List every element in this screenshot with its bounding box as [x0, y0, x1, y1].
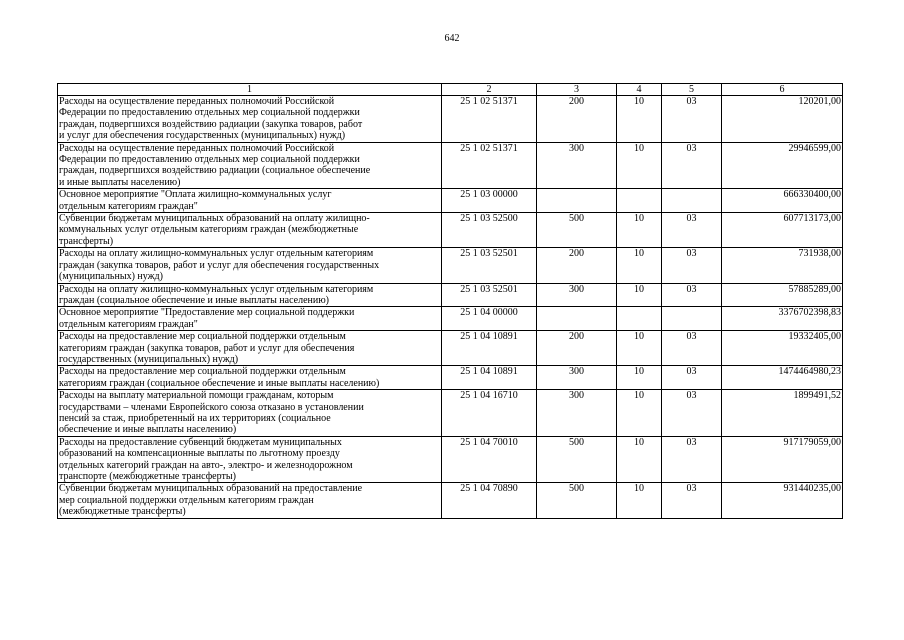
column-header: 5: [662, 84, 722, 96]
target-article-code: 25 1 04 10891: [442, 366, 537, 390]
section-code: 10: [617, 390, 662, 437]
target-article-code: 25 1 02 51371: [442, 142, 537, 189]
section-code: 10: [617, 331, 662, 366]
table-row: [58, 436, 843, 483]
expense-name: Расходы на осуществление переданных полномочий Российской Федерации по предоставлению отдельных мер социальной поддержки граждан, подвергшихся воздействию радиации (закупка товаров, работ и услуг для обеспечения государственных (муниципальных) нужд): [58, 96, 442, 143]
table-row: [58, 331, 843, 366]
expense-name: Расходы на предоставление мер социальной поддержки отдельным категориям граждан (закупка товаров, работ и услуг для обеспечения государственных (муниципальных) нужд): [58, 331, 442, 366]
amount: 57885289,00: [722, 283, 843, 307]
table-row: [58, 283, 843, 307]
target-article-code: 25 1 04 70010: [442, 436, 537, 483]
table-row: [58, 307, 843, 331]
amount: 1474464980,23: [722, 366, 843, 390]
amount: 917179059,00: [722, 436, 843, 483]
target-article-code: 25 1 03 52501: [442, 283, 537, 307]
target-article-code: 25 1 04 10891: [442, 331, 537, 366]
target-article-code: 25 1 04 16710: [442, 390, 537, 437]
expense-name: Расходы на оплату жилищно-коммунальных услуг отдельным категориям граждан (закупка товаров, работ и услуг для обеспечения государственных (муниципальных) нужд): [58, 248, 442, 283]
expense-name: Основное мероприятие "Предоставление мер социальной поддержки отдельным категориям граждан": [58, 307, 442, 331]
subsection-code: 03: [662, 366, 722, 390]
section-code: 10: [617, 436, 662, 483]
subsection-code: 03: [662, 331, 722, 366]
table-row: [58, 96, 843, 143]
expense-type-code: 500: [537, 436, 617, 483]
expense-type-code: 300: [537, 283, 617, 307]
expense-name: Основное мероприятие "Оплата жилищно-коммунальных услуг отдельным категориям граждан": [58, 189, 442, 213]
table-row: [58, 366, 843, 390]
expense-type-code: 500: [537, 483, 617, 518]
section-code: [617, 307, 662, 331]
subsection-code: 03: [662, 213, 722, 248]
target-article-code: 25 1 04 70890: [442, 483, 537, 518]
amount: 1899491,52: [722, 390, 843, 437]
expense-type-code: 300: [537, 142, 617, 189]
subsection-code: 03: [662, 142, 722, 189]
section-code: 10: [617, 283, 662, 307]
amount: 3376702398,83: [722, 307, 843, 331]
table-header-row: [58, 84, 843, 96]
expense-type-code: [537, 189, 617, 213]
subsection-code: 03: [662, 436, 722, 483]
section-code: 10: [617, 142, 662, 189]
target-article-code: 25 1 04 00000: [442, 307, 537, 331]
expense-type-code: 200: [537, 248, 617, 283]
expense-name: Расходы на выплату материальной помощи гражданам, которым государствами – членами Европейского союза отказано в установлении пенсий за стаж, приобретенный на их территориях (социальное обеспечение и иные выплаты населению): [58, 390, 442, 437]
section-code: 10: [617, 248, 662, 283]
amount: 666330400,00: [722, 189, 843, 213]
table-row: [58, 142, 843, 189]
section-code: 10: [617, 96, 662, 143]
target-article-code: 25 1 03 52501: [442, 248, 537, 283]
expense-type-code: 200: [537, 331, 617, 366]
table-row: [58, 248, 843, 283]
subsection-code: [662, 307, 722, 331]
section-code: 10: [617, 483, 662, 518]
subsection-code: 03: [662, 96, 722, 143]
expense-name: Расходы на оплату жилищно-коммунальных услуг отдельным категориям граждан (социальное обеспечение и иные выплаты населению): [58, 283, 442, 307]
expense-name: Субвенции бюджетам муниципальных образований на оплату жилищно- коммунальных услуг отдельным категориям граждан (межбюджетные трансферты): [58, 213, 442, 248]
column-header: 6: [722, 84, 843, 96]
section-code: [617, 189, 662, 213]
amount: 731938,00: [722, 248, 843, 283]
amount: 19332405,00: [722, 331, 843, 366]
amount: 29946599,00: [722, 142, 843, 189]
section-code: 10: [617, 366, 662, 390]
column-header: 4: [617, 84, 662, 96]
subsection-code: 03: [662, 283, 722, 307]
target-article-code: 25 1 02 51371: [442, 96, 537, 143]
expense-type-code: 300: [537, 366, 617, 390]
subsection-code: [662, 189, 722, 213]
amount: 607713173,00: [722, 213, 843, 248]
expense-type-code: 200: [537, 96, 617, 143]
table-row: [58, 483, 843, 518]
subsection-code: 03: [662, 483, 722, 518]
target-article-code: 25 1 03 00000: [442, 189, 537, 213]
column-header: 1: [58, 84, 442, 96]
budget-table: [57, 83, 843, 519]
expense-type-code: 500: [537, 213, 617, 248]
expense-name: Расходы на предоставление субвенций бюджетам муниципальных образований на компенсационные выплаты по льготному проезду отдельных категорий граждан на авто-, электро- и железнодорожном транспорте (межбюджетные трансферты): [58, 436, 442, 483]
table-row: [58, 390, 843, 437]
expense-name: Субвенции бюджетам муниципальных образований на предоставление мер социальной поддержки отдельным категориям граждан (межбюджетные трансферты): [58, 483, 442, 518]
section-code: 10: [617, 213, 662, 248]
expense-type-code: [537, 307, 617, 331]
subsection-code: 03: [662, 390, 722, 437]
expense-name: Расходы на предоставление мер социальной поддержки отдельным категориям граждан (социальное обеспечение и иные выплаты населению): [58, 366, 442, 390]
target-article-code: 25 1 03 52500: [442, 213, 537, 248]
column-header: 2: [442, 84, 537, 96]
amount: 120201,00: [722, 96, 843, 143]
subsection-code: 03: [662, 248, 722, 283]
table-row: [58, 213, 843, 248]
expense-name: Расходы на осуществление переданных полномочий Российской Федерации по предоставлению отдельных мер социальной поддержки граждан, подвергшихся воздействию радиации (социальное обеспечение и иные выплаты населению): [58, 142, 442, 189]
page-number: 642: [444, 33, 460, 44]
amount: 931440235,00: [722, 483, 843, 518]
column-header: 3: [537, 84, 617, 96]
table-row: [58, 189, 843, 213]
expense-type-code: 300: [537, 390, 617, 437]
